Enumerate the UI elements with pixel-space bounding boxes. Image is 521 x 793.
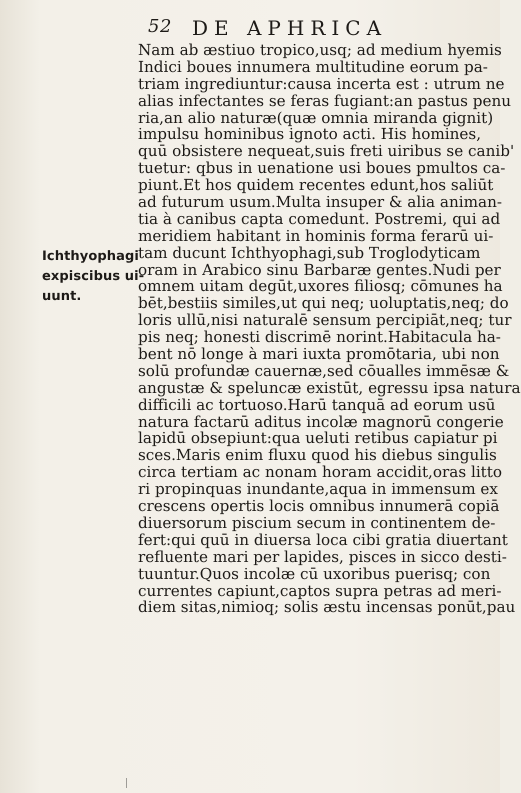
text-line-25: sces.Maris enim fluxu quod his diebus singulis: [138, 446, 497, 465]
text-line-14: oram in Arabico sinu Barbaræ gentes.Nudi per: [138, 260, 501, 279]
text-line-18: pis neq; honesti discrimē norint.Habitacula ha-: [138, 328, 501, 347]
text-line-12: meridiem habitant in hominis forma ferarū ui-: [138, 226, 494, 245]
text-line-30: fert:qui quū in diuersa loca cibi gratia diuertant: [138, 530, 508, 549]
marginal-note-line-1: Ichthyophagi: [42, 249, 139, 264]
text-line-6: impulsu hominibus ignoto acti. His homines,: [138, 125, 482, 144]
text-line-20: solū profundæ cauernæ,sed cōualles immēsæ &: [138, 361, 510, 380]
text-line-3: triam ingrediuntur:causa incerta est : utrum ne: [138, 74, 505, 93]
text-line-7: quū obsistere nequeat,suis freti uiribus se canib': [138, 142, 515, 161]
text-line-23: natura factarū aditus incolæ magnorū congerie: [138, 412, 504, 431]
text-line-11: tia à canibus capta comedunt. Postremi, qui ad: [138, 209, 501, 228]
text-line-34: diem sitas,nimioq; solis æstu incensas ponūt,pau: [138, 598, 516, 617]
text-line-5: ria,an alio naturæ(quæ omnia miranda gignit): [138, 108, 494, 127]
text-line-21: angustæ & speluncæ existūt, egressu ipsa natura: [138, 378, 521, 397]
text-line-8: tuetur: qbus in uenatione usi boues pmultos ca-: [138, 159, 506, 178]
text-line-15: omnem uitam degūt,uxores filiosq; cōmunes ha: [138, 277, 503, 296]
page-edge-mark: [126, 778, 135, 788]
text-line-32: tuuntur.Quos incolæ cū uxoribus puerisq; con: [138, 564, 491, 583]
text-line-27: ri propinquas inundante,aqua in immensum ex: [138, 480, 498, 499]
text-line-9: piunt.Et hos quidem recentes edunt,hos saliūt: [138, 176, 494, 195]
text-line-22: difficili ac tortuoso.Harū tanquā ad eorum usū: [138, 395, 496, 414]
text-line-1: Nam ab æstiuo tropico,usq; ad medium hyemis: [138, 41, 502, 59]
page-number: 52: [148, 16, 172, 37]
text-line-24: lapidū obsepiunt:qua ueluti retibus capiatur pi: [138, 429, 498, 448]
text-line-19: bent nō longe à mari iuxta promōtaria, ubi non: [138, 345, 500, 364]
marginal-note-line-2: expiscibus ui-: [42, 269, 145, 284]
page-header: [148, 16, 468, 42]
text-line-29: diuersorum piscium secum in continentem de-: [138, 513, 496, 532]
text-line-26: circa tertiam ac nonam horam accidit,oras litto: [138, 463, 503, 482]
text-line-33: currentes capiunt,captos supra petras ad meri-: [138, 581, 502, 600]
body-text: [138, 41, 521, 617]
text-line-13: tam ducunt Ichthyophagi,sub Troglodyticam: [138, 243, 481, 262]
text-line-2: Indici boues innumera multitudine eorum pa-: [138, 57, 488, 76]
text-line-16: bēt,bestiis similes,ut qui neq; uoluptatis,neq; do: [138, 294, 509, 313]
text-line-28: crescens opertis locis omnibus innumerā copiā: [138, 497, 500, 516]
text-line-31: refluente mari per lapides, pisces in sicco desti-: [138, 547, 507, 566]
text-line-10: ad futurum usum.Multa insuper & alia animan-: [138, 193, 502, 212]
text-line-4: alias infectantes se feras fugiant:an pastus penu: [138, 91, 512, 110]
marginal-note-line-3: uunt.: [42, 289, 82, 304]
running-head: DE APHRICA: [192, 16, 388, 40]
text-line-17: loris ullū,nisi naturalē sensum percipiāt,neq; tur: [138, 311, 512, 330]
marginal-note: [42, 247, 145, 307]
